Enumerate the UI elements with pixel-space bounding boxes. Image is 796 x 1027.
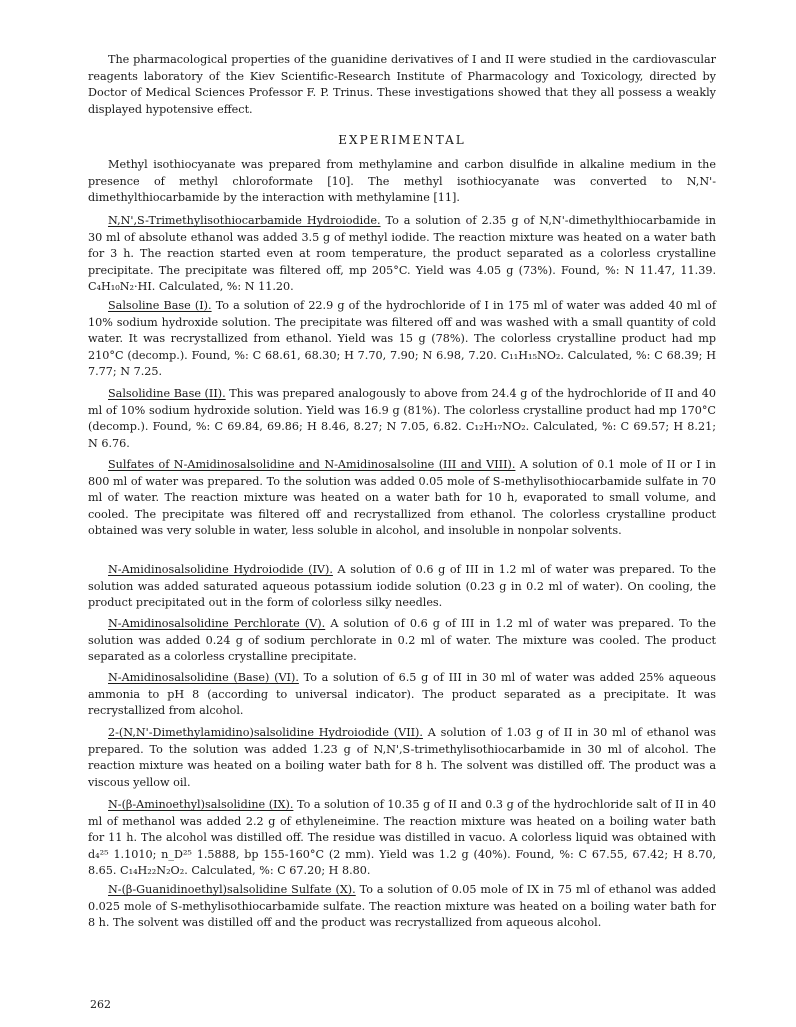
paragraph-text: To a solution of 10.35 g of II and 0.3 g of the hydrochloride salt of II in 40 ml of methanol was added 2.2 g of ethyleneimine. The reaction mixture was heated on a boiling water bath for 11 h. The alcohol was distilled off. The residue was distilled in vacuo. A colorless liquid was obtained with d₄²⁵ 1.1010; n_D²⁵ 1.5888, bp 155-160°C (2 mm). Yield was 1.2 g (40%). Found, %: C 67.55, 67.42; H 8.70, 8.65. C₁₄H₂₂N₂O₂. Calculated, %: C 67.20; H 8.80. — [88, 798, 716, 878]
paragraph-text: Methyl isothiocyanate was prepared from methylamine and carbon disulfide in alkaline medium in the presence of methyl chloroformate [10]. The methyl isothiocyanate was converted to N,N'-dimethylthiocarbamide by the interaction with methylamine [11]. — [88, 158, 716, 205]
paragraph-title: Salsolidine Base (II). — [108, 387, 226, 400]
page-number: 262 — [90, 998, 111, 1011]
paragraph — [88, 882, 716, 932]
intro-paragraph — [88, 52, 716, 118]
paragraph — [88, 298, 716, 381]
section-heading: EXPERIMENTAL — [338, 133, 466, 147]
paragraph — [88, 670, 716, 720]
paragraph-text: To a solution of 6.5 g of III in 30 ml of water was added 25% aqueous ammonia to pH 8 (according to universal indicator). The product separated as a precipitate. It was recrystallized from alcohol. — [88, 671, 716, 718]
paragraph-title: N,N',S-Trimethylisothiocarbamide Hydroiodide. — [108, 214, 381, 227]
paragraph-title: N-(β-Guanidinoethyl)salsolidine Sulfate (X). — [108, 883, 356, 896]
paragraph — [88, 157, 716, 207]
paragraph-text: A solution of 0.1 mole of II or I in 800 ml of water was prepared. To the solution was added 0.05 mole of S-methylisothiocarbamide sulfate in 70 ml of water. The reaction mixture was heated on a water bath for 10 h, evaporated to small volume, and cooled. The precipitate was filtered off and recrystallized from ethanol. The colorless crystalline product obtained was very soluble in water, less soluble in alcohol, and insoluble in nonpolar solvents. — [88, 458, 716, 538]
paragraph-title: 2-(N,N'-Dimethylamidino)salsolidine Hydroiodide (VII). — [108, 726, 423, 739]
paragraph-text: A solution of 0.6 g of III in 1.2 ml of water was prepared. To the solution was added 0.24 g of sodium perchlorate in 0.2 ml of water. The mixture was cooled. The product separated as a colorless crystalline precipitate. — [88, 617, 716, 664]
paragraph — [88, 386, 716, 452]
paragraph-text: A solution of 1.03 g of II in 30 ml of ethanol was prepared. To the solution was added 1.23 g of N,N',S-trimethylisothiocarbamide in 30 ml of alcohol. The reaction mixture was heated on a boiling water bath for 8 h. The solvent was distilled off. The product was a viscous yellow oil. — [88, 726, 716, 789]
paragraph-text: To a solution of 0.05 mole of IX in 75 ml of ethanol was added 0.025 mole of S-methylisothiocarbamide sulfate. The reaction mixture was heated on a boiling water bath for 8 h. The solvent was distilled off and the product was recrystallized from aqueous alcohol. — [88, 883, 716, 930]
paragraph-text: To a solution of 2.35 g of N,N'-dimethylthiocarbamide in 30 ml of absolute ethanol was added 3.5 g of methyl iodide. The reaction mixture was heated on a water bath for 3 h. The reaction started even at room temperature, the product separated as a colorless crystalline precipitate. The precipitate was filtered off, mp 205°C. Yield was 4.05 g (73%). Found, %: N 11.47, 11.39. C₄H₁₀N₂·HI. Calculated, %: N 11.20. — [88, 214, 716, 294]
paragraph — [88, 725, 716, 791]
paragraph-title: N-Amidinosalsolidine Hydroiodide (IV). — [108, 563, 333, 576]
paragraph — [88, 213, 716, 296]
paragraph — [88, 457, 716, 540]
paragraph-text: This was prepared analogously to above from 24.4 g of the hydrochloride of II and 40 ml of 10% sodium hydroxide solution. Yield was 16.9 g (81%). The colorless crystalline product had mp 170°C (decomp.). Found, %: C 69.84, 69.86; H 8.46, 8.27; N 7.05, 6.82. C₁₂H₁₇NO₂. Calculated, %: C 69.57; H 8.21; N 6.76. — [88, 387, 716, 450]
paragraph-title: N-Amidinosalsolidine Perchlorate (V). — [108, 617, 326, 630]
paragraph-title: Sulfates of N-Amidinosalsolidine and N-Amidinosalsoline (III and VIII). — [108, 458, 516, 471]
intro-text: The pharmacological properties of the guanidine derivatives of I and II were studied in the cardiovascular reagents laboratory of the Kiev Scientific-Research Institute of Pharmacology and Toxicology, directed by Doctor of Medical Sciences Professor F. P. Trinus. These investigations showed that they all possess a weakly displayed hypotensive effect. — [88, 53, 716, 116]
paragraph-text: A solution of 0.6 g of III in 1.2 ml of water was prepared. To the solution was added saturated aqueous potassium iodide solution (0.23 g in 0.2 ml of water). On cooling, the product precipitated out in the form of colorless silky needles. — [88, 563, 716, 610]
paragraph-text: To a solution of 22.9 g of the hydrochloride of I in 175 ml of water was added 40 ml of 10% sodium hydroxide solution. The precipitate was filtered off and was washed with a small quantity of cold water. It was recrystallized from ethanol. Yield was 15 g (78%). The colorless crystalline product had mp 210°C (decomp.). Found, %: C 68.61, 68.30; H 7.70, 7.90; N 6.98, 7.20. C₁₁H₁₅NO₂. Calculated, %: C 68.39; H 7.77; N 7.25. — [88, 299, 716, 379]
paragraph — [88, 797, 716, 880]
paragraph — [88, 562, 716, 612]
paragraph-title: N-Amidinosalsolidine (Base) (VI). — [108, 671, 299, 684]
paragraph — [88, 616, 716, 666]
paragraph-title: Salsoline Base (I). — [108, 299, 212, 312]
paragraph-title: N-(β-Aminoethyl)salsolidine (IX). — [108, 798, 294, 811]
